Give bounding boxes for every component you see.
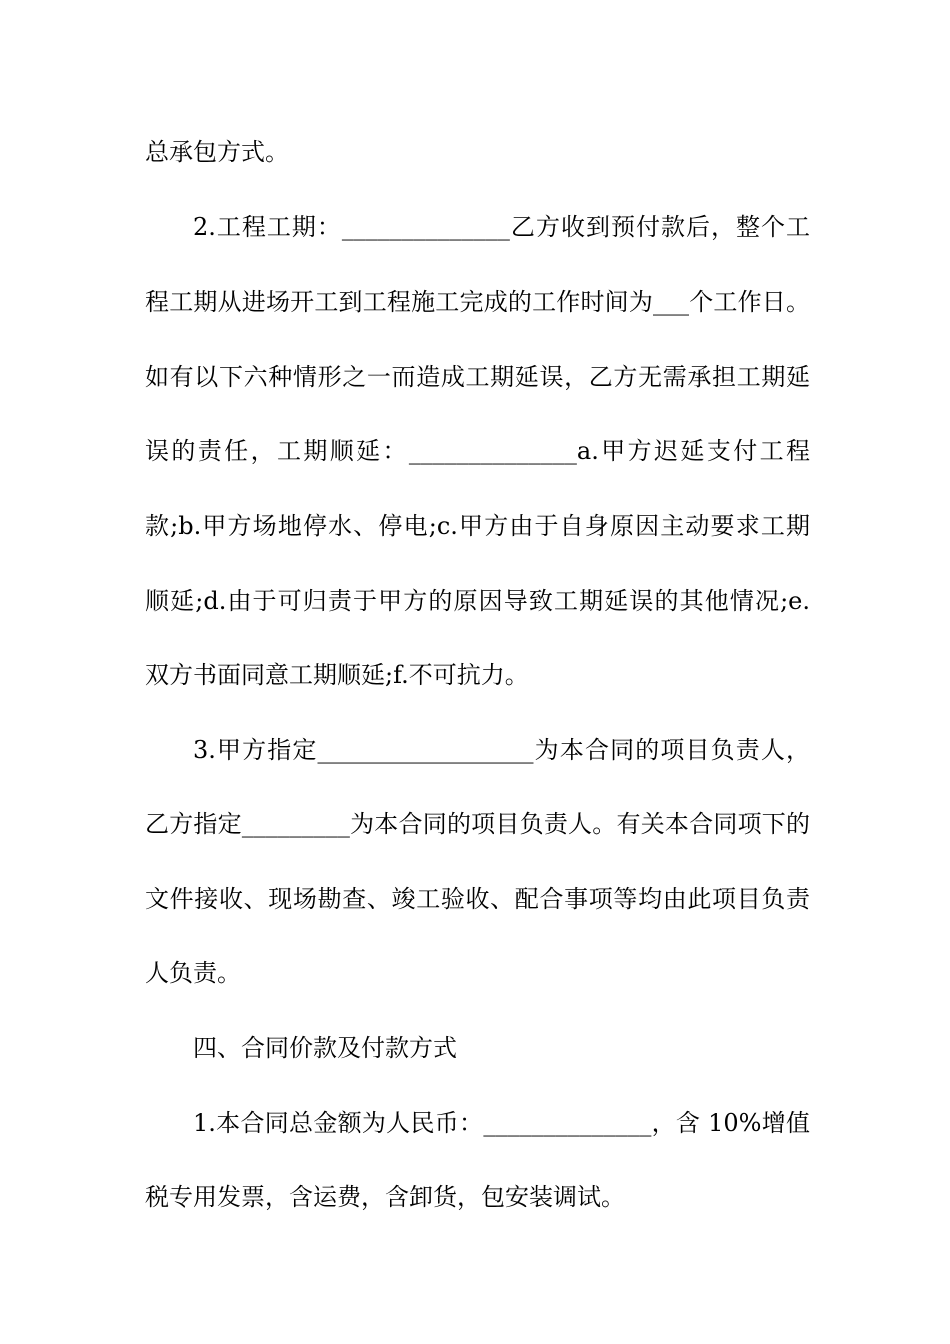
text-line: 税专用发票，含运费，含卸货，包安装调试。	[145, 1183, 625, 1211]
text-line: 总承包方式。	[145, 138, 289, 166]
text-line: 3.甲方指定__________________为本合同的项目负责人，	[193, 736, 810, 764]
text-line: 程工期从进场开工到工程施工完成的工作时间为___个工作日。	[145, 288, 810, 316]
text-line: 误的责任，工期顺延：______________a.甲方迟延支付工程	[145, 437, 810, 465]
text-line: 款;b.甲方场地停水、停电;c.甲方由于自身原因主动要求工期	[145, 512, 810, 540]
text-line: 1.本合同总金额为人民币：______________，含 10%增值	[193, 1109, 810, 1137]
text-line: 2.工程工期：______________乙方收到预付款后，整个工	[193, 213, 810, 241]
section-heading: 四、合同价款及付款方式	[193, 1034, 457, 1062]
text-line: 人负责。	[145, 959, 241, 987]
text-line: 文件接收、现场勘查、竣工验收、配合事项等均由此项目负责	[145, 885, 810, 913]
text-line: 双方书面同意工期顺延;f.不可抗力。	[145, 661, 529, 689]
text-line: 乙方指定_________为本合同的项目负责人。有关本合同项下的	[145, 810, 810, 838]
text-line: 顺延;d.由于可归责于甲方的原因导致工期延误的其他情况;e.	[145, 587, 810, 615]
text-line: 如有以下六种情形之一而造成工期延误，乙方无需承担工期延	[145, 363, 810, 391]
